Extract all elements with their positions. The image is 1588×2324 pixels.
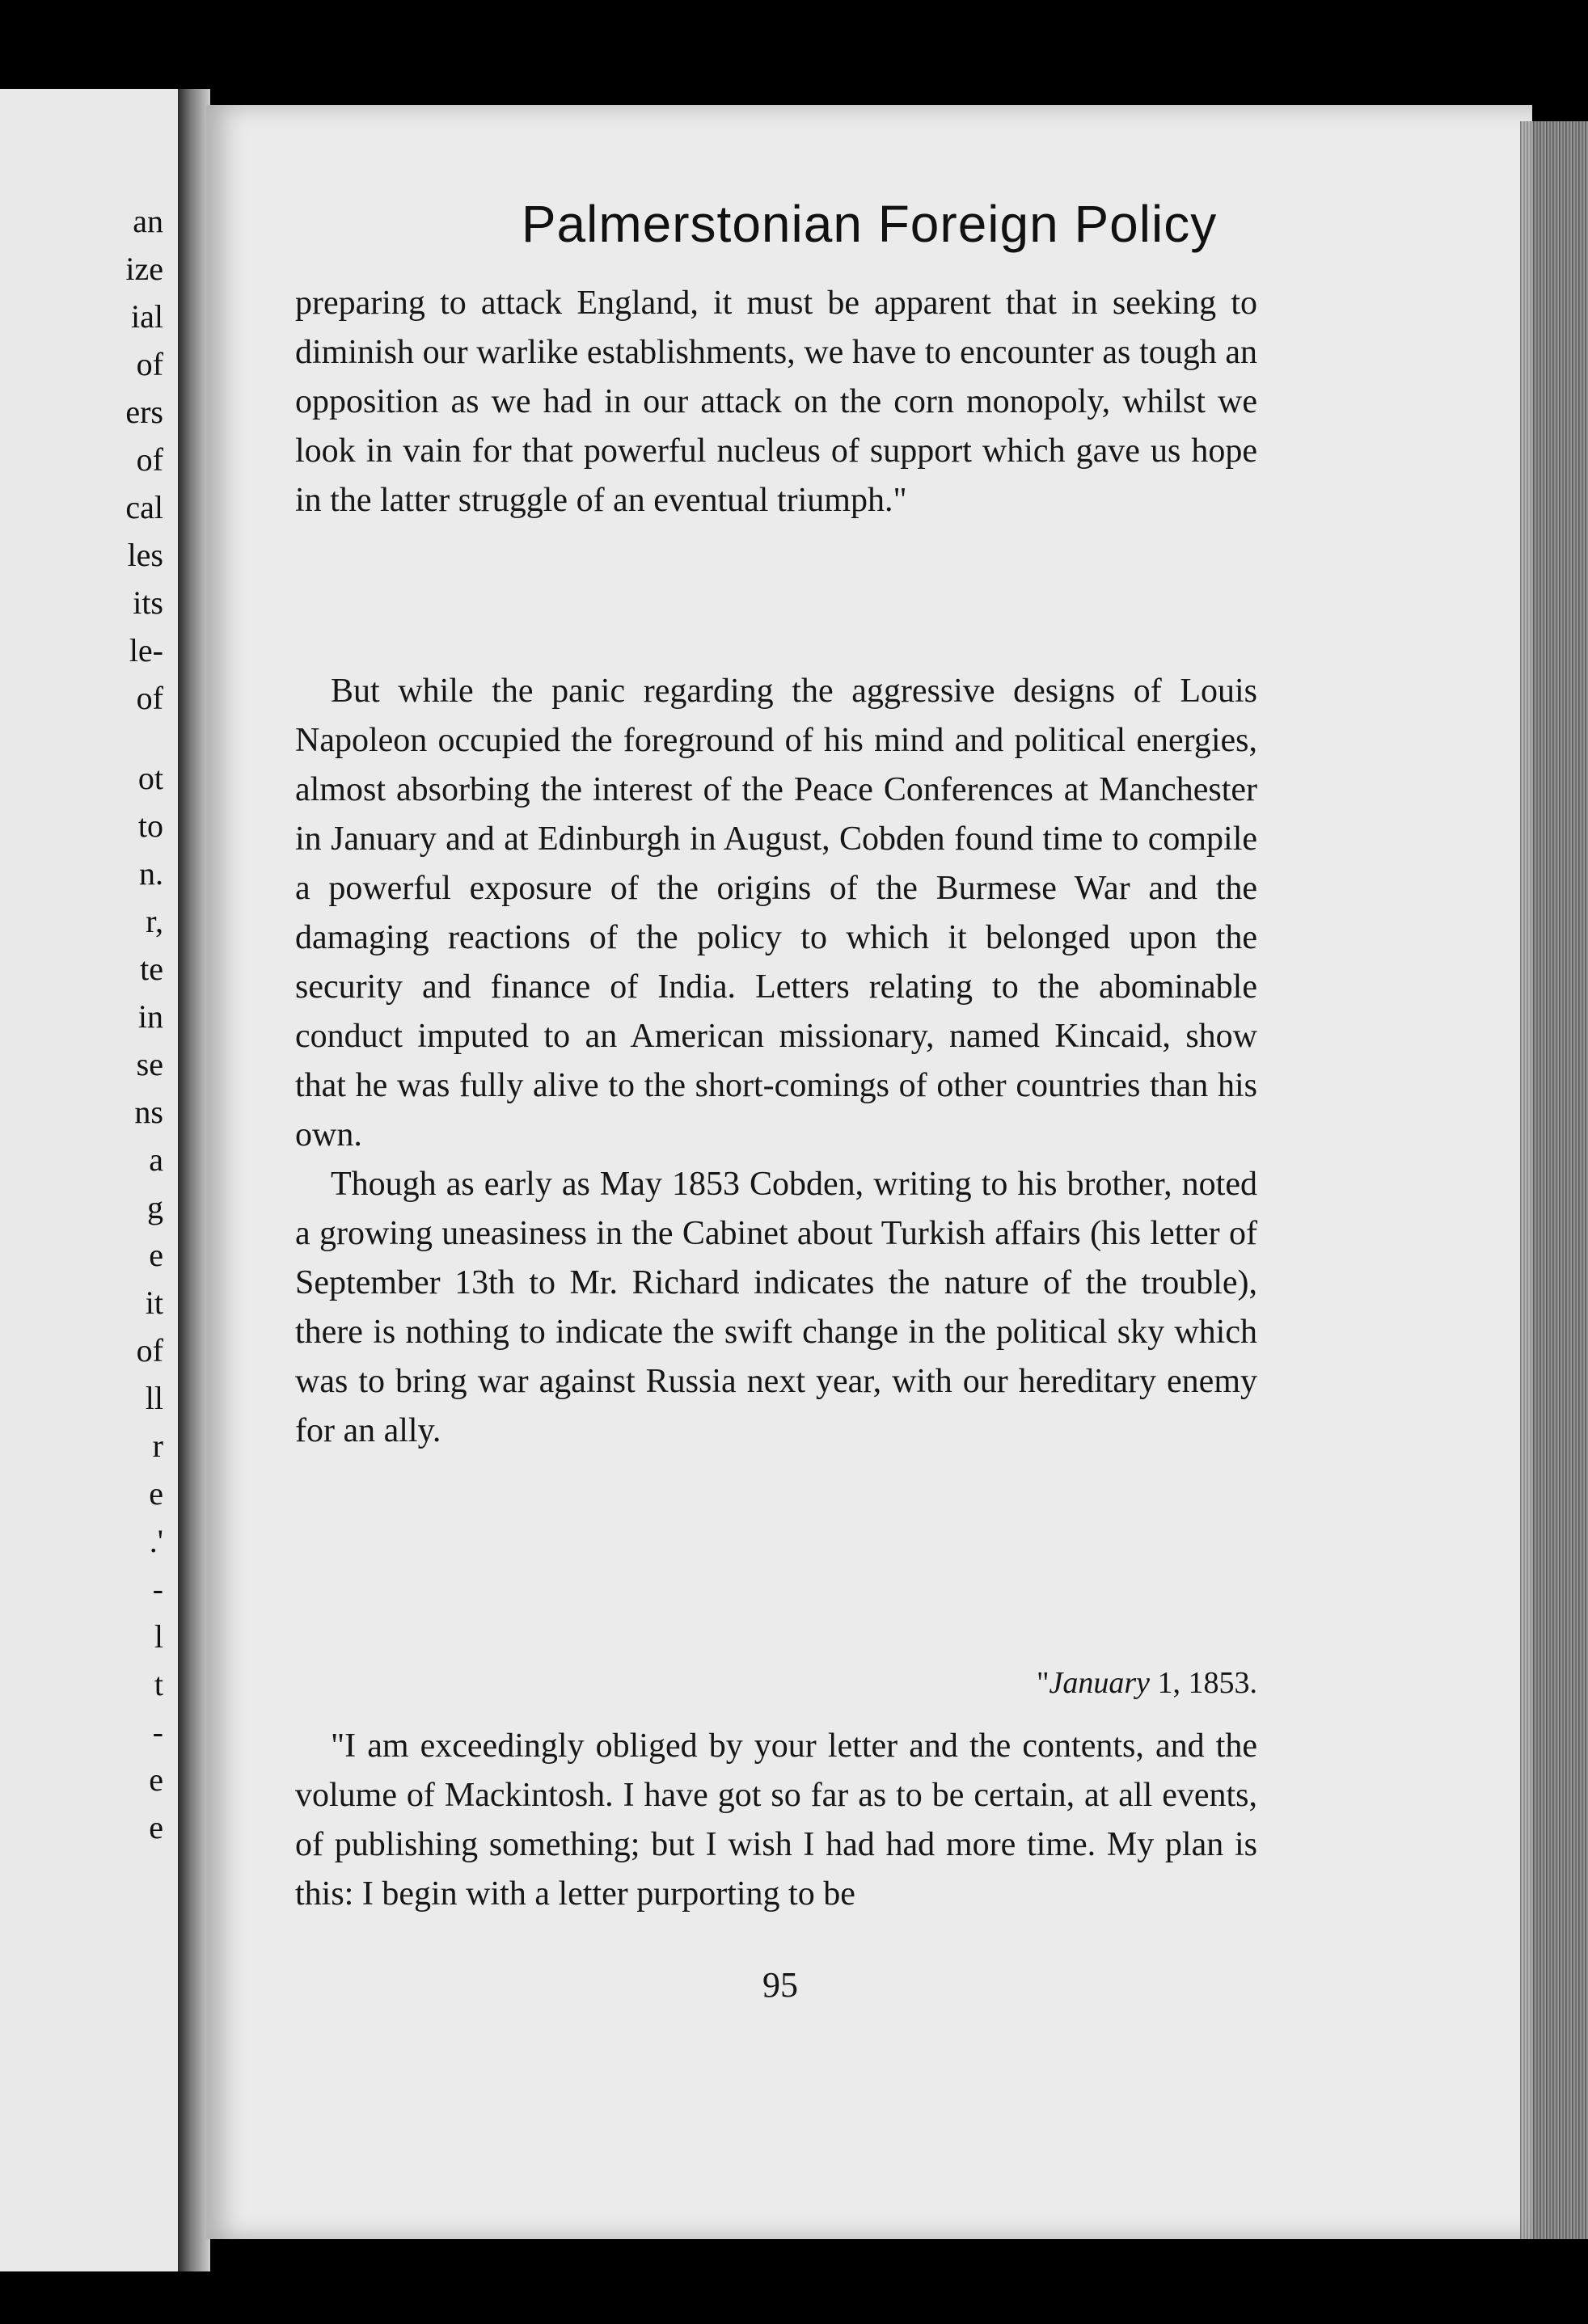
body-text-block xyxy=(295,667,1257,1456)
left-page-fragment: le- xyxy=(129,632,163,669)
left-page-fragment: g xyxy=(147,1189,163,1225)
dateline-month: January xyxy=(1049,1666,1150,1700)
left-page-fragment: te xyxy=(140,951,163,987)
left-page-fragment: ll xyxy=(145,1380,163,1416)
left-page-fragment: e xyxy=(149,1761,163,1798)
letter-dateline xyxy=(1037,1665,1257,1701)
paragraph-2: Though as early as May 1853 Cobden, writing to his brother, noted a growing uneasiness in the Cabinet about Turkish affairs (his letter of September 13th to Mr. Richard indicates the nature of the trouble), there is nothing to indicate the swift change in the political sky which was to bring war against Russia next year, with our hereditary enemy for an ally. xyxy=(295,1166,1257,1449)
left-page-fragment: of xyxy=(136,680,163,716)
left-page-fragment: n. xyxy=(139,855,163,892)
left-facing-page xyxy=(0,89,186,2271)
left-page-fragment: of xyxy=(136,346,163,382)
left-page-fragment: ers xyxy=(125,394,163,430)
left-page-fragment: ial xyxy=(131,298,163,335)
left-page-fragment: it xyxy=(145,1284,163,1321)
left-page-fragment: its xyxy=(133,584,163,621)
left-page-fragment: r xyxy=(152,1428,163,1464)
paragraph-1: But while the panic regarding the aggressive designs of Louis Napoleon occupied the foreground of his mind and political energies, almost absorbing the interest of the Peace Conferences at Manchester in January and at Edinburgh in August, Cobden found time to compile a powerful exposure of the origins of the Burmese War and the damaging reactions of the policy to which it belonged upon the security and finance of India. Letters relating to the abominable conduct imputed to an American missionary, named Kincaid, show that he was fully alive to the short-comings of other countries than his own. xyxy=(295,673,1257,1154)
left-page-fragment: ot xyxy=(137,760,163,796)
left-page-fragment: e xyxy=(149,1809,163,1845)
left-page-fragment: .' xyxy=(149,1523,163,1559)
page-edges xyxy=(1520,121,1588,2239)
page-number: 95 xyxy=(762,1965,798,2005)
left-page-fragment: e xyxy=(149,1237,163,1273)
left-page-fragment: ns xyxy=(134,1094,163,1130)
dateline-rest: 1, 1853. xyxy=(1150,1666,1257,1700)
left-page-fragment: of xyxy=(136,1332,163,1369)
left-page-fragment: e xyxy=(149,1475,163,1512)
left-page-fragment: - xyxy=(152,1571,163,1607)
running-head: Palmerstonian Foreign Policy xyxy=(521,195,1218,253)
book-page xyxy=(206,105,1532,2239)
left-page-fragment: t xyxy=(154,1666,163,1702)
left-page-fragment: a xyxy=(149,1141,163,1178)
letter-block xyxy=(295,1722,1257,1919)
left-page-fragment: to xyxy=(137,808,163,844)
left-page-fragment: se xyxy=(136,1046,163,1082)
letter-text: "I am exceedingly obliged by your letter and the contents, and the volume of Mackintosh. I have got so far as to be certain, at all events, of publishing something; but I wish I had had more time. My plan is this: I begin with a letter purporting to be xyxy=(295,1727,1257,1913)
left-page-fragment: an xyxy=(133,203,163,239)
left-page-fragment: cal xyxy=(125,489,163,525)
quote-continuation: preparing to attack England, it must be apparent that in seeking to diminish our warlike establishments, we have to encounter as tough an opposition as we had in our attack on the corn monopoly, whilst we look in vain for that powerful nucleus of support which gave us hope in the latter struggle of an eventual triumph." xyxy=(295,285,1257,519)
left-page-fragment: ize xyxy=(125,251,163,287)
left-page-fragment: of xyxy=(136,441,163,478)
quote-continuation-block xyxy=(295,279,1257,525)
book-gutter xyxy=(178,89,210,2271)
left-page-fragment: - xyxy=(152,1714,163,1750)
left-page-fragment: les xyxy=(127,537,163,573)
left-page-fragment: in xyxy=(137,998,163,1035)
dateline-open-quote: " xyxy=(1036,1666,1050,1700)
left-page-fragment: l xyxy=(154,1618,163,1655)
left-page-fragment: r, xyxy=(146,903,163,939)
